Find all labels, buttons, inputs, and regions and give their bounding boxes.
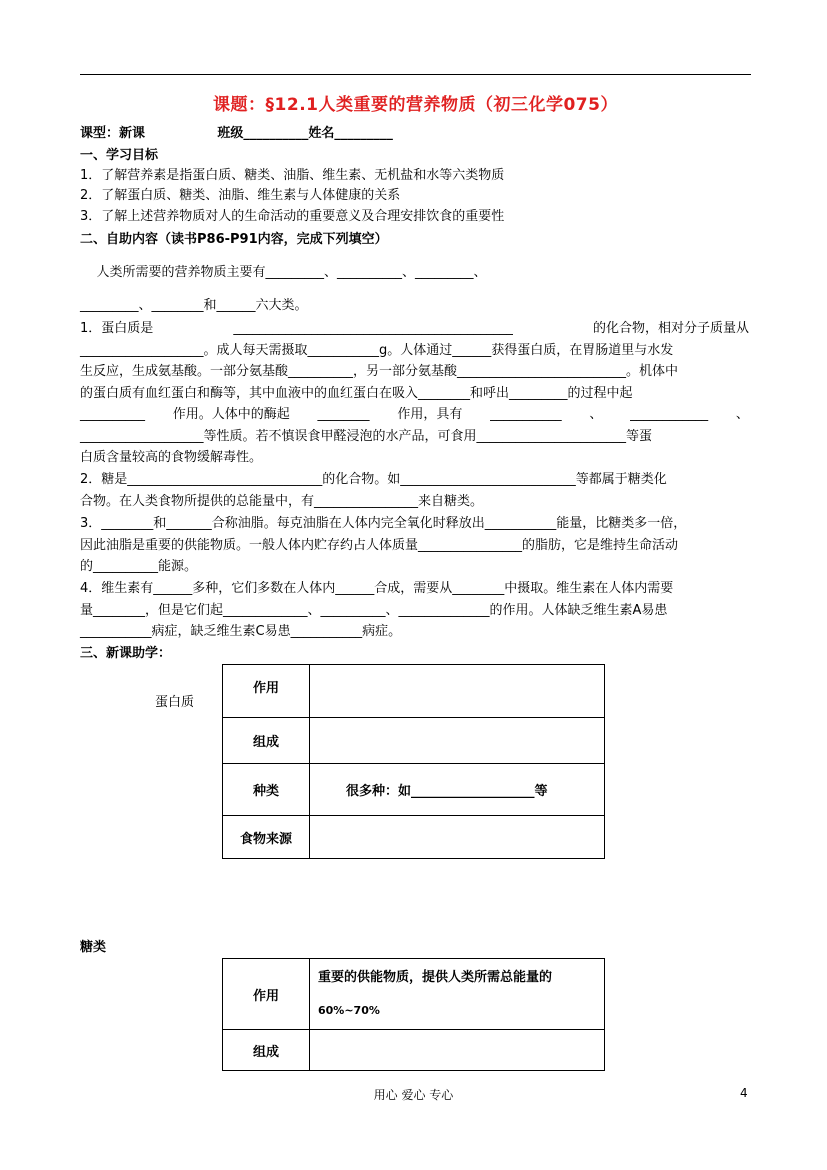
p1-line xyxy=(80,426,749,448)
objective-2: 2．了解蛋白质、糖类、油脂、维生素与人体健康的关系 xyxy=(80,188,401,203)
text-segment: ___________病症，缺乏维生素C易患___________病症。 xyxy=(80,624,402,639)
text-segment: 白质含量较高的食物缓解毒性。 xyxy=(80,450,263,465)
protein-paragraph xyxy=(80,318,749,469)
text-segment: 3．________和_______合称油脂。每克油脂在人体内完全氧化时释放出___________能量，比糖类多一倍， xyxy=(80,516,687,531)
text-segment: ___________________等性质。若不慎误食甲醛浸泡的水产品，可食用_______________________等蛋 xyxy=(80,428,653,444)
page-title: 课题：§12.1人类重要的营养物质（初三化学075） xyxy=(213,95,618,115)
section2-heading: 二、自助内容（读书P86-P91内容，完成下列填空） xyxy=(80,232,388,247)
text-segment: 的蛋白质有血红蛋白和酶等，其中血液中的血红蛋白在吸入________和呼出_________的过程中起 xyxy=(80,385,633,401)
vitamin-paragraph xyxy=(80,578,749,643)
text-segment: 、 xyxy=(735,407,749,422)
sugar-row-function-value xyxy=(310,959,605,1030)
protein-row-sources-key: 食物来源 xyxy=(223,816,310,859)
p1-line xyxy=(80,447,749,469)
p3-line xyxy=(80,535,749,557)
protein-row-types-key: 种类 xyxy=(223,764,310,816)
protein-row-function-key: 作用 xyxy=(223,665,310,718)
p1-line xyxy=(80,361,749,383)
text-segment: 1．蛋白质是 xyxy=(80,321,154,336)
section1-heading: 一、学习目标 xyxy=(80,148,159,163)
text-segment: 因此油脂是重要的供能物质。一般人体内贮存约占人体质量________________的脂肪，它是维持生命活动 xyxy=(80,537,679,553)
text-segment: 作用。人体中的酶起 xyxy=(172,407,290,422)
p2-line xyxy=(80,469,749,491)
text-segment: ___________________________________________ xyxy=(233,321,513,336)
p4-line xyxy=(80,600,749,622)
text-segment: __________ xyxy=(80,407,145,422)
page-number: 4 xyxy=(740,1086,748,1100)
p2-line xyxy=(80,491,749,513)
protein-row-sources-value xyxy=(310,816,605,859)
sugar-row-composition-value xyxy=(310,1030,605,1071)
text-segment: 的__________能源。 xyxy=(80,559,198,574)
text-segment: 生反应，生成氨基酸。一部分氨基酸__________，另一部分氨基酸__________________________。机体中 xyxy=(80,364,679,379)
intro-line-2: _________、________和______六大类。 xyxy=(80,298,308,313)
text-segment: ____________ xyxy=(630,407,709,422)
protein-row-types-value: 很多种：如___________________等 xyxy=(310,764,605,816)
protein-table-label: 蛋白质 xyxy=(155,695,195,710)
footer-motto: 用心 爱心 专心 xyxy=(373,1088,454,1102)
sugar-function-line-2: 60%~70% xyxy=(318,1004,380,1017)
sugar-table-label: 糖类 xyxy=(80,940,107,955)
protein-row-composition-key: 组成 xyxy=(223,718,310,764)
p4-line xyxy=(80,621,749,643)
text-segment: 、 xyxy=(589,407,603,422)
text-segment: 2．糖是______________________________的化合物。如___________________________等都属于糖类化 xyxy=(80,472,667,487)
text-segment: ___________ xyxy=(490,407,562,422)
text-segment: ___________________。成人每天需摄取___________g。人体通过______获得蛋白质，在胃肠道里与水发 xyxy=(80,342,674,358)
sugar-row-function-key: 作用 xyxy=(223,959,310,1030)
sugar-row-composition-key: 组成 xyxy=(223,1030,310,1071)
objective-1: 1．了解营养素是指蛋白质、糖类、油脂、维生素、无机盐和水等六类物质 xyxy=(80,168,505,183)
sugar-table xyxy=(222,958,605,1071)
protein-row-composition-value xyxy=(310,718,605,764)
text-segment: 的化合物，相对分子质量从 xyxy=(592,321,749,336)
objective-3: 3．了解上述营养物质对人的生命活动的重要意义及合理安排饮食的重要性 xyxy=(80,209,505,224)
sugar-function-line-1: 重要的供能物质，提供人类所需总能量的 xyxy=(318,970,553,985)
p1-line xyxy=(80,404,749,426)
protein-table xyxy=(222,664,605,859)
p4-line xyxy=(80,578,749,600)
fat-paragraph xyxy=(80,513,749,578)
text-segment: ________ xyxy=(317,407,370,422)
text-segment: 作用，具有 xyxy=(397,407,463,422)
meta-line: 课型：新课 班级__________姓名_________ xyxy=(80,126,393,141)
header-rule xyxy=(80,74,751,75)
sugar-paragraph xyxy=(80,469,749,512)
section3-heading: 三、新课助学： xyxy=(80,646,172,661)
protein-row-function-value xyxy=(310,665,605,718)
text-segment: 量________，但是它们起_____________、__________、______________的作用。人体缺乏维生素A易患 xyxy=(80,602,668,618)
p1-line xyxy=(80,340,749,362)
p3-line xyxy=(80,556,749,578)
text-segment: 合物。在人类食物所提供的总能量中，有________________来自糖类。 xyxy=(80,493,484,509)
intro-line-1: 人类所需要的营养物质主要有_________、__________、_________、 xyxy=(80,265,487,280)
p1-line xyxy=(80,318,749,340)
text-segment: 4．维生素有______多种，它们多数在人体内______合成，需要从________中摄取。维生素在人体内需要 xyxy=(80,581,674,596)
p3-line xyxy=(80,513,749,535)
p1-line xyxy=(80,383,749,405)
